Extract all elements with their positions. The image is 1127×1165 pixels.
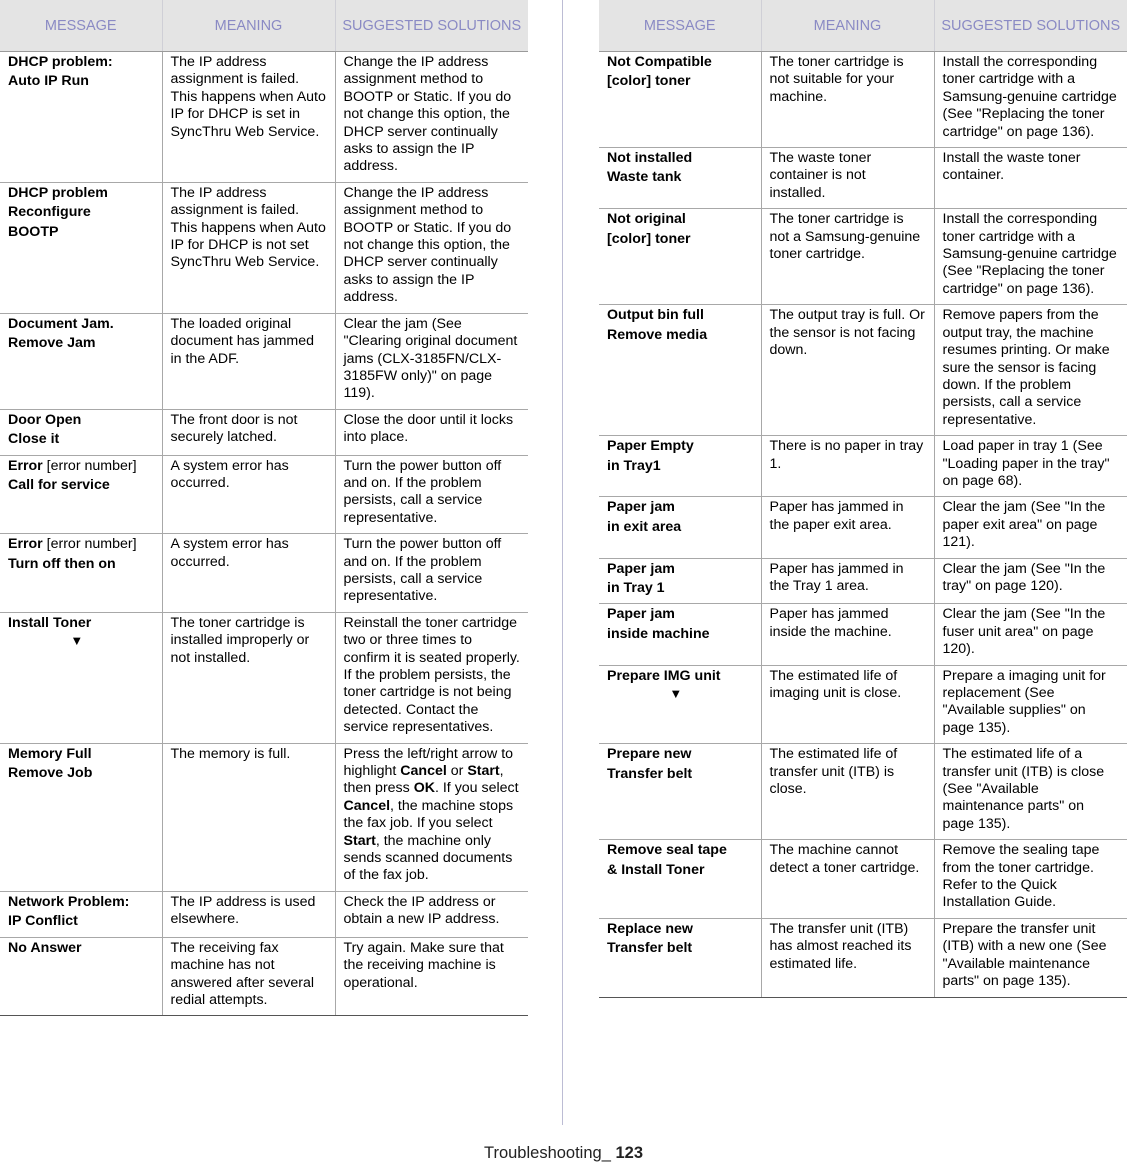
solution-cell bbox=[335, 743, 528, 891]
message-cell bbox=[0, 52, 162, 183]
message-line bbox=[607, 211, 753, 228]
table-row bbox=[0, 612, 528, 743]
meaning-cell: The toner cartridge is installed improperly or not installed. bbox=[162, 612, 335, 743]
solution-text: Turn the power button off and on. If the problem persists, call a service representative. bbox=[343, 457, 502, 526]
meaning-cell: The toner cartridge is not a Samsung-genuine toner cartridge. bbox=[761, 209, 934, 305]
solution-text: Clear the jam (See "In the paper exit area" on page 121). bbox=[942, 499, 1106, 551]
message-text: in exit area bbox=[607, 518, 682, 535]
message-line bbox=[607, 150, 753, 167]
message-line bbox=[8, 458, 154, 475]
message-line bbox=[607, 626, 753, 643]
meaning-cell: The estimated life of imaging unit is close. bbox=[761, 665, 934, 744]
solution-cell bbox=[335, 455, 528, 534]
message-text: Paper jam bbox=[607, 499, 675, 516]
message-line bbox=[607, 307, 753, 324]
table-row bbox=[0, 313, 528, 409]
message-line bbox=[607, 921, 753, 938]
table-row bbox=[599, 665, 1127, 744]
message-text: & Install Toner bbox=[607, 861, 705, 878]
message-text: in Tray 1 bbox=[607, 579, 665, 596]
solution-text: Remove the sealing tape from the toner cartridge. Refer to the Quick Installation Guide. bbox=[942, 842, 1100, 911]
solution-text: Clear the jam (See "Clearing original document jams (CLX-3185FN/CLX-3185FW only)" on page 119). bbox=[343, 315, 518, 402]
error-message-table-left bbox=[0, 0, 528, 1016]
solution-cell bbox=[335, 313, 528, 409]
message-text: Waste tank bbox=[607, 169, 682, 186]
solution-text: Cancel bbox=[343, 797, 391, 814]
solution-cell bbox=[335, 891, 528, 937]
footer-section-title: Troubleshooting_ bbox=[483, 1144, 616, 1162]
message-line bbox=[8, 894, 154, 911]
message-line bbox=[607, 438, 753, 455]
message-line bbox=[607, 746, 753, 763]
header-message: MESSAGE bbox=[0, 0, 162, 52]
down-arrow-icon: ▼ bbox=[70, 633, 84, 649]
solution-text: Change the IP address assignment method to BOOTP or Static. If you do not change this option, the DHCP server continually asks to assign the IP address. bbox=[343, 184, 512, 306]
solution-text: Prepare the transfer unit (ITB) with a new one (See "Available maintenance parts" on page 135). bbox=[942, 920, 1107, 990]
table-row bbox=[599, 918, 1127, 997]
solution-text: OK bbox=[413, 780, 435, 797]
left-column bbox=[0, 0, 528, 1016]
message-line bbox=[607, 519, 753, 536]
solution-text: Change the IP address assignment method to BOOTP or Static. If you do not change this option, the DHCP server continually asks to assign the IP address. bbox=[343, 54, 512, 175]
message-cell bbox=[0, 534, 162, 613]
message-text: Call for service bbox=[8, 476, 110, 493]
message-line bbox=[607, 940, 753, 957]
solution-cell bbox=[934, 52, 1127, 148]
solution-text: or bbox=[446, 763, 468, 780]
meaning-cell: A system error has occurred. bbox=[162, 534, 335, 613]
solution-text: Install the corresponding toner cartridge with a Samsung-genuine cartridge (See "Replacing the toner cartridge" on page 136). bbox=[942, 54, 1117, 140]
table-row bbox=[599, 52, 1127, 148]
message-text: Memory Full bbox=[8, 745, 92, 762]
table-row bbox=[599, 305, 1127, 436]
meaning-cell: The output tray is full. Or the sensor is not facing down. bbox=[761, 305, 934, 436]
message-cell bbox=[599, 436, 761, 497]
message-line bbox=[8, 477, 154, 494]
table-row bbox=[0, 891, 528, 937]
solution-cell bbox=[934, 436, 1127, 497]
meaning-cell: Paper has jammed in the Tray 1 area. bbox=[761, 558, 934, 604]
message-line bbox=[8, 316, 154, 333]
table-row bbox=[0, 743, 528, 891]
message-cell bbox=[599, 52, 761, 148]
message-text: Output bin full bbox=[607, 307, 704, 324]
message-text: Door Open bbox=[8, 411, 82, 428]
meaning-cell: The waste toner container is not installed. bbox=[761, 148, 934, 209]
page-number: 123 bbox=[615, 1144, 643, 1162]
message-text: Close it bbox=[8, 431, 60, 448]
solution-cell bbox=[934, 558, 1127, 604]
message-line bbox=[8, 746, 154, 763]
solution-text: Start bbox=[467, 763, 500, 780]
solution-cell bbox=[934, 209, 1127, 305]
message-text: Document Jam. bbox=[8, 315, 114, 332]
message-line bbox=[8, 940, 154, 957]
message-line bbox=[607, 169, 753, 186]
message-cell bbox=[599, 148, 761, 209]
message-cell bbox=[599, 918, 761, 997]
message-line bbox=[607, 842, 753, 859]
header-meaning: MEANING bbox=[162, 0, 335, 52]
solution-text: Try again. Make sure that the receiving machine is operational. bbox=[343, 939, 504, 991]
message-line bbox=[607, 54, 753, 71]
message-line bbox=[607, 499, 753, 516]
message-line bbox=[607, 606, 753, 623]
message-line bbox=[8, 185, 154, 202]
header-message: MESSAGE bbox=[599, 0, 761, 52]
message-text: Paper jam bbox=[607, 606, 675, 623]
message-text: DHCP problem: bbox=[8, 54, 113, 70]
solution-cell bbox=[934, 918, 1127, 997]
solution-text: Prepare a imaging unit for replacement (See "Available supplies" on page 135). bbox=[942, 667, 1106, 736]
message-line bbox=[8, 224, 154, 241]
message-line bbox=[607, 458, 753, 475]
solution-text: The estimated life of a transfer unit (ITB) is close (See "Available maintenance parts" on page 135). bbox=[942, 746, 1105, 832]
meaning-cell: There is no paper in tray 1. bbox=[761, 436, 934, 497]
message-line bbox=[8, 73, 154, 90]
error-message-table-right bbox=[599, 0, 1127, 998]
message-text: Transfer belt bbox=[607, 765, 693, 782]
table-header-row bbox=[599, 0, 1127, 52]
table-row bbox=[599, 558, 1127, 604]
meaning-cell: A system error has occurred. bbox=[162, 455, 335, 534]
message-text: Paper jam bbox=[607, 560, 675, 577]
solution-cell bbox=[934, 305, 1127, 436]
message-line bbox=[8, 431, 154, 448]
message-text: No Answer bbox=[8, 939, 82, 956]
message-text: Reconfigure bbox=[8, 204, 91, 221]
message-text: BOOTP bbox=[8, 223, 59, 240]
message-text: Error bbox=[8, 457, 43, 474]
message-line bbox=[607, 668, 753, 685]
message-line bbox=[8, 765, 154, 782]
meaning-cell: Paper has jammed inside the machine. bbox=[761, 604, 934, 665]
message-text: Remove Jam bbox=[8, 335, 96, 352]
header-meaning: MEANING bbox=[761, 0, 934, 52]
message-cell bbox=[599, 604, 761, 665]
meaning-cell: The loaded original document has jammed in the ADF. bbox=[162, 313, 335, 409]
table-header-row bbox=[0, 0, 528, 52]
solution-cell bbox=[934, 665, 1127, 744]
table-row bbox=[599, 744, 1127, 840]
message-line bbox=[8, 335, 154, 352]
solution-text: Clear the jam (See "In the tray" on page 120). bbox=[942, 560, 1106, 594]
solution-cell bbox=[335, 612, 528, 743]
table-row bbox=[599, 840, 1127, 919]
message-text: Not Compatible bbox=[607, 54, 712, 70]
message-line bbox=[607, 580, 753, 597]
header-suggested-solutions: SUGGESTED SOLUTIONS bbox=[335, 0, 528, 52]
table-row bbox=[0, 182, 528, 313]
solution-text: Install the waste toner container. bbox=[942, 150, 1081, 184]
meaning-cell: Paper has jammed in the paper exit area. bbox=[761, 497, 934, 558]
table-row bbox=[0, 937, 528, 1016]
meaning-cell: The toner cartridge is not suitable for your machine. bbox=[761, 52, 934, 148]
message-cell bbox=[599, 305, 761, 436]
message-text: Paper Empty bbox=[607, 438, 694, 455]
table-row bbox=[0, 455, 528, 534]
message-cell bbox=[0, 937, 162, 1016]
message-cell bbox=[0, 313, 162, 409]
message-line bbox=[8, 412, 154, 429]
solution-cell bbox=[934, 744, 1127, 840]
solution-cell bbox=[335, 52, 528, 183]
message-text: Remove media bbox=[607, 326, 708, 343]
message-text: Prepare IMG unit bbox=[607, 667, 721, 684]
message-cell bbox=[0, 612, 162, 743]
message-cell bbox=[0, 743, 162, 891]
solution-text: Close the door until it locks into place. bbox=[343, 411, 514, 446]
message-text: Turn off then on bbox=[8, 555, 116, 572]
message-line bbox=[8, 54, 154, 71]
table-row bbox=[0, 409, 528, 455]
table-body-left bbox=[0, 52, 528, 1016]
message-cell bbox=[599, 558, 761, 604]
solution-text: , then press bbox=[343, 763, 504, 797]
meaning-cell: The transfer unit (ITB) has almost reached its estimated life. bbox=[761, 918, 934, 997]
solution-text: , the machine only sends scanned documents of the fax job. bbox=[343, 832, 513, 884]
down-arrow-icon: ▼ bbox=[669, 686, 683, 701]
solution-cell bbox=[335, 534, 528, 613]
message-cell bbox=[0, 409, 162, 455]
table-row bbox=[599, 497, 1127, 558]
solution-cell bbox=[335, 937, 528, 1016]
table-row bbox=[599, 148, 1127, 209]
message-text: Remove seal tape bbox=[607, 842, 727, 859]
solution-text: Turn the power button off and on. If the problem persists, call a service representative. bbox=[343, 536, 502, 605]
message-text: in Tray1 bbox=[607, 457, 661, 474]
meaning-cell: The IP address assignment is failed. This happens when Auto IP for DHCP is not set SyncThru Web Service. bbox=[162, 182, 335, 313]
solution-text: Remove papers from the output tray, the machine resumes printing. Or make sure the sensor is facing down. If the problem persists, call a service representative. bbox=[942, 307, 1110, 428]
message-cell bbox=[599, 209, 761, 305]
column-divider bbox=[562, 0, 563, 1125]
message-line bbox=[8, 204, 154, 221]
message-line bbox=[607, 561, 753, 578]
page-footer bbox=[0, 1143, 1127, 1163]
solution-text: Install the corresponding toner cartridge with a Samsung-genuine cartridge (See "Replacing the toner cartridge" on page 136). bbox=[942, 211, 1117, 297]
meaning-cell: The IP address assignment is failed. This happens when Auto IP for DHCP is set in SyncThru Web Service. bbox=[162, 52, 335, 183]
message-text: [error number] bbox=[42, 457, 137, 474]
meaning-cell: The front door is not securely latched. bbox=[162, 409, 335, 455]
message-text: Auto IP Run bbox=[8, 73, 89, 90]
solution-text: Cancel bbox=[400, 763, 447, 780]
meaning-cell: The IP address is used elsewhere. bbox=[162, 891, 335, 937]
meaning-cell: The estimated life of transfer unit (ITB) is close. bbox=[761, 744, 934, 840]
solution-text: Load paper in tray 1 (See "Loading paper in the tray" on page 68). bbox=[942, 438, 1110, 489]
message-line bbox=[8, 913, 154, 930]
message-text: Transfer belt bbox=[607, 940, 693, 957]
solution-text: , the machine stops the fax job. If you select bbox=[343, 797, 514, 832]
message-text: Install Toner bbox=[8, 614, 92, 631]
message-text: Remove Job bbox=[8, 765, 93, 782]
message-line bbox=[8, 615, 154, 632]
message-text: [error number] bbox=[42, 536, 137, 553]
solution-text: Reinstall the toner cartridge two or three times to confirm it is seated properly. If the problem persists, the toner cartridge is not being detected. Contact the service representatives. bbox=[343, 614, 520, 736]
message-line bbox=[8, 536, 154, 553]
message-line bbox=[607, 231, 753, 248]
solution-cell bbox=[335, 409, 528, 455]
message-cell bbox=[599, 497, 761, 558]
message-cell bbox=[0, 455, 162, 534]
message-line bbox=[607, 766, 753, 783]
solution-text: Press the left/right arrow to highlight bbox=[343, 745, 514, 780]
message-text: [color] toner bbox=[607, 230, 691, 247]
message-line bbox=[607, 73, 753, 90]
meaning-cell: The machine cannot detect a toner cartridge. bbox=[761, 840, 934, 919]
solution-cell bbox=[934, 604, 1127, 665]
solution-cell bbox=[934, 497, 1127, 558]
message-text: Not installed bbox=[607, 150, 693, 167]
meaning-cell: The receiving fax machine has not answered after several redial attempts. bbox=[162, 937, 335, 1016]
message-text: Replace new bbox=[607, 920, 693, 937]
table-row bbox=[599, 604, 1127, 665]
message-line bbox=[607, 862, 753, 879]
solution-cell bbox=[335, 182, 528, 313]
table-row bbox=[599, 209, 1127, 305]
message-text: Not original bbox=[607, 211, 686, 228]
table-body-right bbox=[599, 52, 1127, 998]
table-row bbox=[0, 534, 528, 613]
message-line bbox=[8, 556, 154, 573]
message-cell bbox=[0, 182, 162, 313]
message-text: DHCP problem bbox=[8, 184, 108, 201]
message-cell bbox=[0, 891, 162, 937]
header-suggested-solutions: SUGGESTED SOLUTIONS bbox=[934, 0, 1127, 52]
message-text: Network Problem: bbox=[8, 893, 130, 910]
table-row bbox=[0, 52, 528, 183]
table-row bbox=[599, 436, 1127, 497]
solution-cell bbox=[934, 840, 1127, 919]
message-cell bbox=[599, 744, 761, 840]
message-text: inside machine bbox=[607, 625, 710, 642]
meaning-cell: The memory is full. bbox=[162, 743, 335, 891]
message-text: [color] toner bbox=[607, 73, 691, 90]
message-cell bbox=[599, 840, 761, 919]
solution-text: Start bbox=[343, 832, 376, 849]
solution-cell bbox=[934, 148, 1127, 209]
message-text: Error bbox=[8, 536, 43, 553]
solution-text: Check the IP address or obtain a new IP address. bbox=[343, 893, 500, 928]
message-text: Prepare new bbox=[607, 746, 692, 763]
solution-text: . If you select bbox=[434, 780, 519, 797]
message-text: IP Conflict bbox=[8, 913, 78, 930]
message-cell bbox=[599, 665, 761, 744]
message-line bbox=[607, 327, 753, 344]
right-column bbox=[599, 0, 1127, 998]
solution-text: Clear the jam (See "In the fuser unit area" on page 120). bbox=[942, 606, 1106, 658]
